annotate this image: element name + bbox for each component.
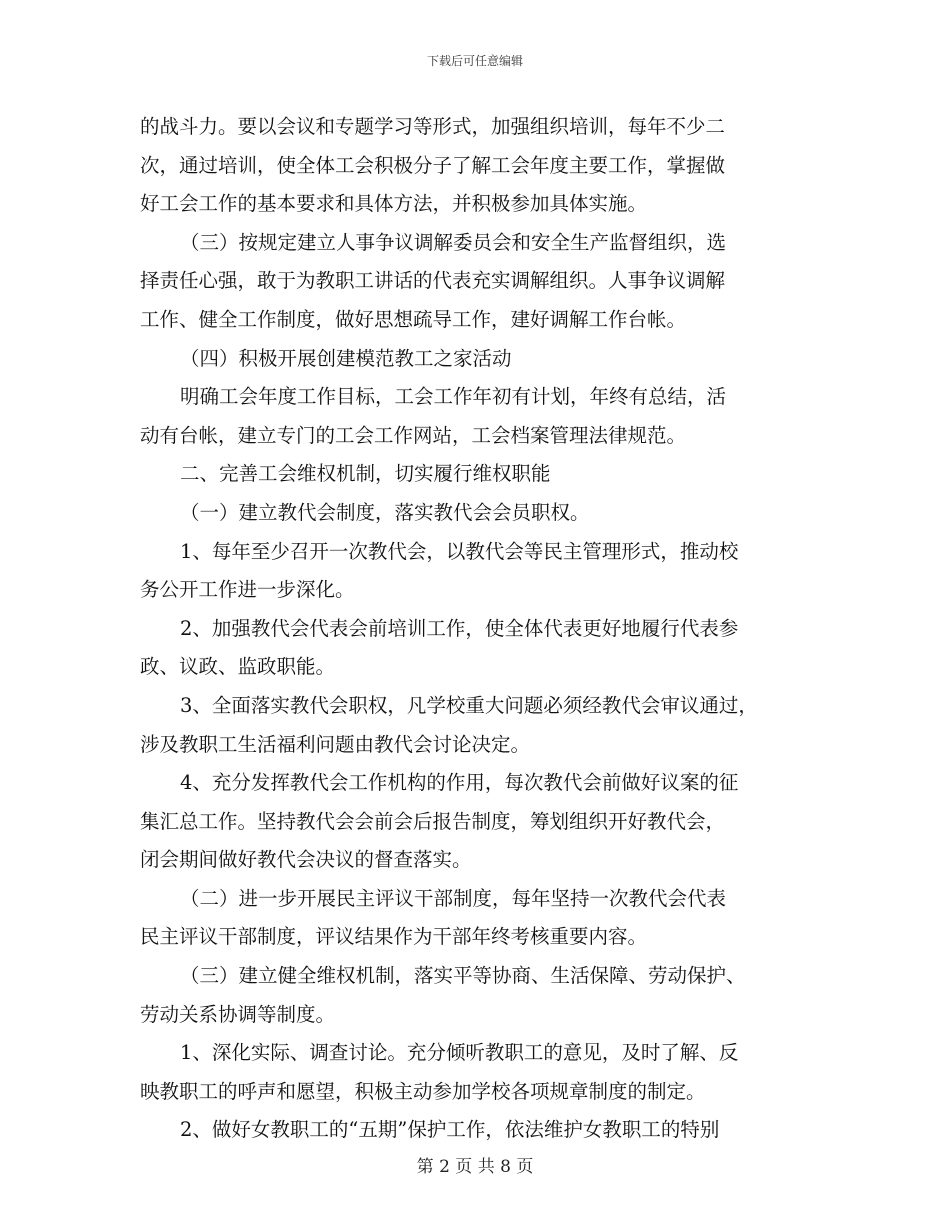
text-line: 1、深化实际、调查讨论。充分倾听教职工的意见，及时了解、反	[180, 1041, 739, 1065]
page-footer: 第 2 页 共 8 页	[416, 1157, 534, 1177]
text-line: 1、每年至少召开一次教代会，以教代会等民主管理形式，推动校	[180, 539, 739, 563]
text-line: （四）积极开展创建模范教工之家活动	[180, 346, 512, 370]
text-line: （三）按规定建立人事争议调解委员会和安全生产监督组织，选	[180, 230, 727, 254]
text-line: 明确工会年度工作目标，工会工作年初有计划，年终有总结，活	[180, 385, 727, 409]
text-line: 民主评议干部制度，评议结果作为干部年终考核重要内容。	[140, 925, 648, 949]
document-body	[140, 108, 810, 1150]
text-line: （二）进一步开展民主评议干部制度，每年坚持一次教代会代表	[180, 886, 727, 910]
text-line: 2、加强教代会代表会前培训工作，使全体代表更好地履行代表参	[180, 616, 739, 640]
text-line: 4、充分发挥教代会工作机构的作用，每次教代会前做好议案的征	[180, 771, 739, 795]
text-line: 务公开工作进一步深化。	[140, 578, 355, 602]
text-line: 2、做好女教职工的“五期”保护工作，依法维护女教职工的特别	[180, 1118, 720, 1142]
text-line: 次，通过培训，使全体工会积极分子了解工会年度主要工作，掌握做	[140, 153, 726, 177]
page-header: 下载后可任意编辑	[426, 54, 523, 68]
text-line: 劳动关系协调等制度。	[140, 1002, 336, 1026]
text-line: （一）建立教代会制度，落实教代会会员职权。	[180, 500, 590, 524]
text-line: 政、议政、监政职能。	[140, 655, 336, 679]
text-line: （三）建立健全维权机制，落实平等协商、生活保障、劳动保护、	[180, 964, 746, 988]
text-line: 工作、健全工作制度，做好思想疏导工作，建好调解工作台帐。	[140, 307, 687, 331]
section-heading: 二、完善工会维权机制，切实履行维权职能	[180, 462, 551, 486]
text-line: 的战斗力。要以会议和专题学习等形式，加强组织培训，每年不少二	[140, 115, 726, 138]
text-line: 好工会工作的基本要求和具体方法，并积极参加具体实施。	[140, 192, 648, 216]
text-line: 择责任心强，敢于为教职工讲话的代表充实调解组织。人事争议调解	[140, 269, 726, 293]
text-line: 映教职工的呼声和愿望，积极主动参加学校各项规章制度的制定。	[140, 1079, 706, 1103]
text-line: 集汇总工作。坚持教代会会前会后报告制度，筹划组织开好教代会，	[140, 809, 726, 833]
text-line: 动有台帐，建立专门的工会工作网站，工会档案管理法律规范。	[140, 423, 687, 447]
text-line: 涉及教职工生活福利问题由教代会讨论决定。	[140, 732, 531, 756]
text-line: 闭会期间做好教代会决议的督查落实。	[140, 848, 472, 872]
text-line: 3、全面落实教代会职权，凡学校重大问题必须经教代会审议通过，	[180, 693, 758, 717]
